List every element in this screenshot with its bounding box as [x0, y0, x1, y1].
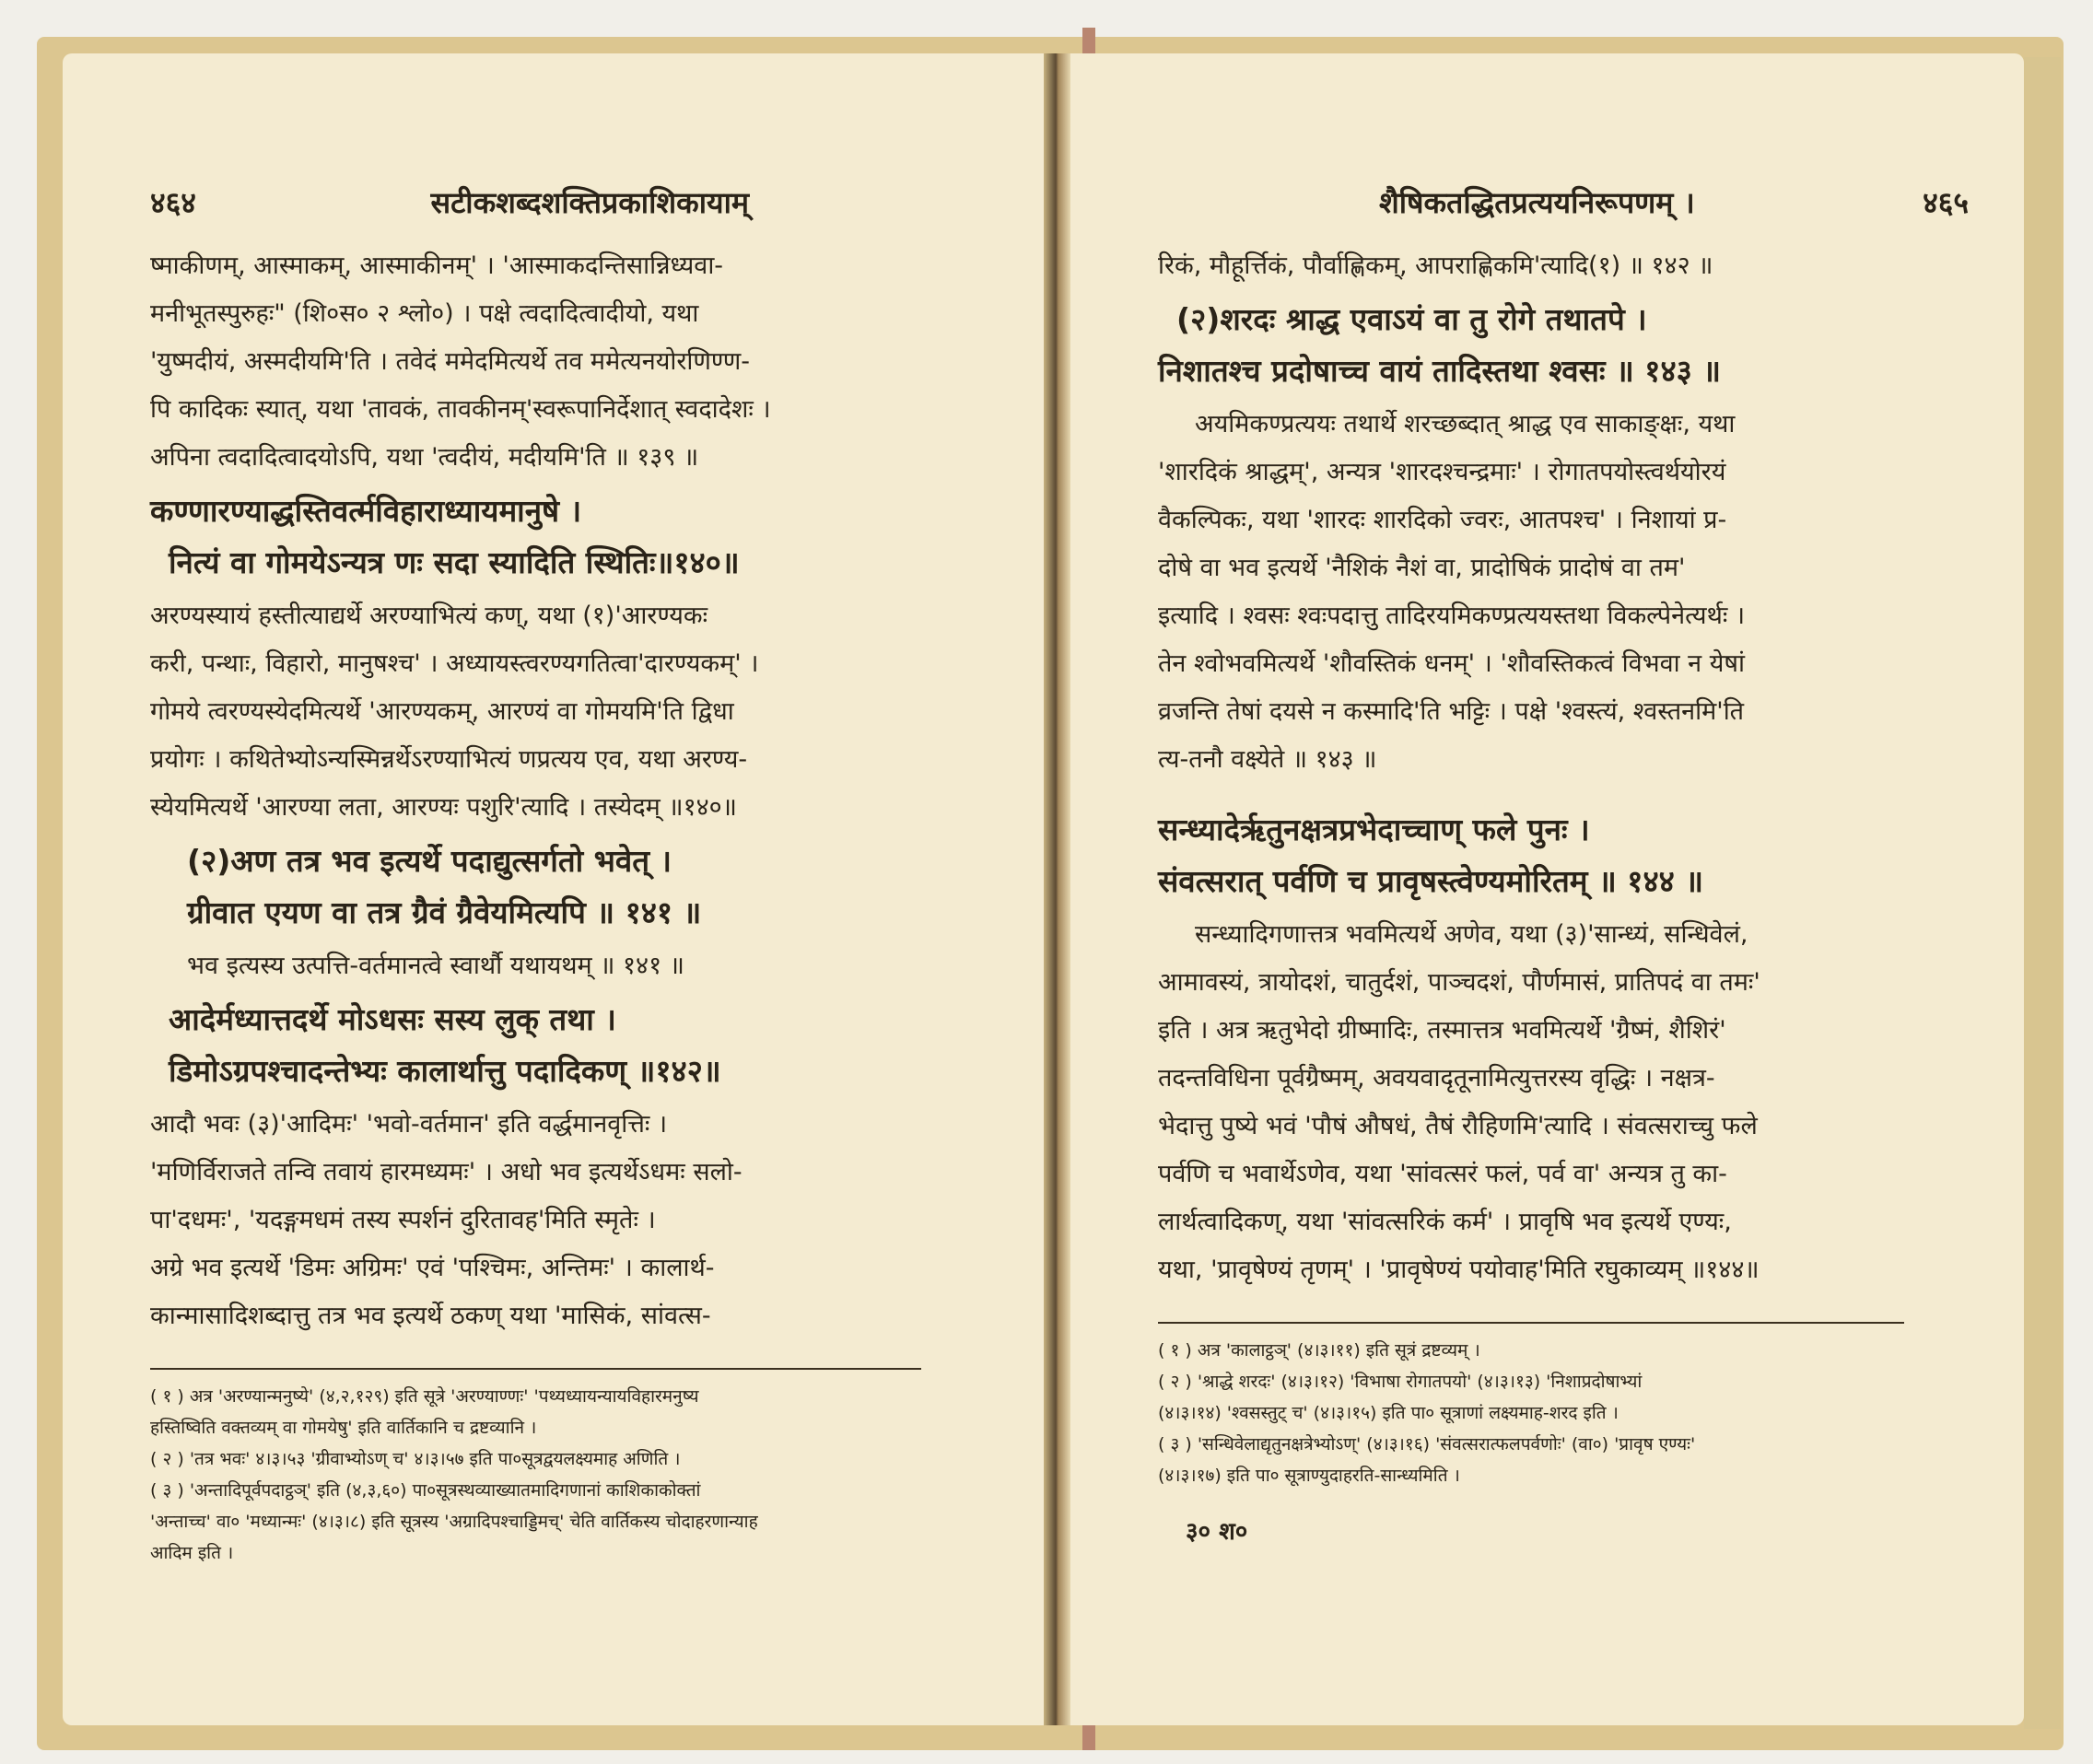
- running-title: शैषिकतद्धितप्रत्ययनिरूपणम् ।: [1379, 185, 1695, 220]
- text-line: वैकल्पिकः, यथा 'शारदः शारदिको ज्वरः, आतपश्च' । निशायां प्र-: [1158, 506, 1727, 534]
- footnote-line: (४।३।१७) इति पा० सूत्राण्युदाहरति-सान्ध्यमिति ।: [1158, 1466, 1460, 1486]
- body-text: [150, 944, 988, 988]
- verse-142: [150, 994, 988, 1097]
- text-line: करी, पन्थाः, विहारो, मानुषश्च' । अध्यायस्त्वरण्यगतित्वा'दारण्यकम्' ।: [150, 649, 759, 678]
- body-text: [150, 244, 988, 480]
- footnote-divider: [150, 1368, 921, 1370]
- verse-line: नित्यं वा गोमयेऽन्यत्र णः सदा स्यादिति स्थितिः॥१४०॥: [169, 544, 740, 580]
- body-text: [1158, 244, 1969, 288]
- footnote-line: ( १ ) अत्र 'अरण्यान्मनुष्ये' (४,२,१२९) इति सूत्रे 'अरण्याण्णः' 'पथ्यध्यायन्यायविहारमनुष्य: [150, 1386, 699, 1407]
- text-line: प्रयोगः । कथितेभ्योऽन्यस्मिन्नर्थेऽरण्याभित्यं णप्रत्यय एव, यथा अरण्य-: [150, 745, 748, 774]
- footnote-line: 'अन्ताच्च' वा० 'मध्यान्मः' (४।३।८) इति सूत्रस्य 'अग्रादिपश्चाड्डिमच्' चेति वार्तिकस्य चोदाहरणान्याह: [150, 1512, 758, 1532]
- text-line: इत्यादि । श्वसः श्वःपदात्तु तादिरयमिकण्प्रत्ययस्तथा विकल्पेनेत्यर्थः ।: [1158, 602, 1746, 630]
- text-line: रिकं, मौहूर्त्तिकं, पौर्वाह्णिकम्, आपराह्णिकमि'त्यादि(१) ॥ १४२ ॥: [1158, 251, 1713, 280]
- footnotes: [1158, 1335, 1969, 1491]
- text-line: सन्ध्यादिगणात्तत्र भवमित्यर्थे अणेव, यथा (३)'सान्ध्यं, सन्धिवेलं,: [1195, 920, 1748, 949]
- left-page: [63, 53, 1044, 1725]
- verse-144: [1158, 804, 1969, 907]
- verse-line: निशातश्च प्रदोषाच्च वायं तादिस्तथा श्वसः ॥ १४३ ॥: [1158, 353, 1722, 389]
- text-line: अग्रे भव इत्यर्थे 'डिमः अग्रिमः' एवं 'पश्चिमः, अन्तिमः' । कालार्थ-: [150, 1254, 715, 1282]
- body-text: [1158, 403, 1969, 782]
- text-line: अयमिकण्प्रत्ययः तथार्थे शरच्छब्दात् श्राद्ध एव साकाङ्क्षः, यथा: [1195, 410, 1736, 438]
- footnote-line: ( १ ) अत्र 'कालाट्ठञ्' (४।३।११) इति सूत्रं द्रष्टव्यम् ।: [1158, 1340, 1480, 1361]
- text-line: तदन्तविधिना पूर्वग्रैष्मम्, अवयवादृतूनामित्युत्तरस्य वृद्धिः । नक्षत्र-: [1158, 1064, 1715, 1092]
- verse-line: संवत्सरात् पर्वणि च प्रावृषस्त्वेण्यमोरितम् ॥ १४४ ॥: [1158, 863, 1704, 899]
- body-text: [1158, 913, 1969, 1292]
- right-running-head: [1158, 182, 1969, 222]
- book-edge: [2024, 57, 2061, 1729]
- text-line: पा'दधमः', 'यदङ्गमधमं तस्य स्पर्शनं दुरितावह'मिति स्मृतेः ।: [150, 1206, 656, 1234]
- book-gutter: [1044, 53, 1070, 1725]
- text-line: अपिना त्वदादित्वादयोऽपि, यथा 'त्वदीयं, मदीयमि'ति ॥ १३९ ॥: [150, 443, 699, 472]
- verse-line: ग्रीवात एयण वा तत्र ग्रैवं ग्रैवेयमित्यपि ॥ १४१ ॥: [187, 894, 702, 930]
- running-title: सटीकशब्दशक्तिप्रकाशिकायाम्: [430, 185, 749, 220]
- text-line: आमावस्यं, त्रायोदशं, चातुर्दशं, पाञ्चदशं, पौर्णमासं, प्रातिपदं वा तमः': [1158, 968, 1760, 997]
- page-number: ४६४: [150, 185, 196, 220]
- left-running-head: [150, 182, 988, 222]
- footnote-line: हस्तिष्विति वक्तव्यम् वा गोमयेषु' इति वार्तिकानि च द्रष्टव्यानि ।: [150, 1418, 537, 1438]
- body-text: [150, 594, 988, 830]
- text-line: गोमये त्वरण्यस्येदमित्यर्थे 'आरण्यकम्, आरण्यं वा गोमयमि'ति द्विधा: [150, 697, 734, 726]
- text-line: व्रजन्ति तेषां दयसे न कस्मादि'ति भट्टिः । पक्षे 'श्वस्त्यं, श्वस्तनमि'ति: [1158, 697, 1745, 726]
- text-line: आदौ भवः (३)'आदिमः' 'भवो-वर्तमान' इति वर्द्धमानवृत्तिः ।: [150, 1110, 668, 1139]
- verse-line: डिमोऽग्रपश्चादन्तेभ्यः कालार्थात्तु पदादिकण् ॥१४२॥: [169, 1053, 721, 1089]
- text-line: भेदात्तु पुष्ये भवं 'पौषं औषधं, तैषं रौहिणमि'त्यादि । संवत्सराच्चु फले: [1158, 1112, 1758, 1140]
- footnote-divider: [1158, 1322, 1904, 1324]
- footnote-line: ( ३ ) 'सन्धिवेलाद्यृतुनक्षत्रेभ्योऽण्' (४।३।१६) 'संवत्सरात्फलपर्वणोः' (वा०) 'प्रावृष एण्यः': [1158, 1434, 1696, 1454]
- text-line: 'शारदिकं श्राद्धम्', अन्यत्र 'शारदश्चन्द्रमाः' । रोगातपयोस्त्वर्थयोरयं: [1158, 458, 1726, 486]
- text-line: पर्वणि च भवार्थेऽणेव, यथा 'सांवत्सरं फलं, पर्व वा' अन्यत्र तु का-: [1158, 1160, 1727, 1188]
- verse-line: (२)अण तत्र भव इत्यर्थे पदाद्युत्सर्गतो भवेत् ।: [187, 843, 672, 879]
- verse-line: सन्ध्यादेर्ऋतुनक्षत्रप्रभेदाच्चाण् फले पुनः ।: [1158, 812, 1590, 847]
- footnote-line: (४।३।१४) 'श्वसस्तुट् च' (४।३।१५) इति पा० सूत्राणां लक्ष्यमाह-शरद इति ।: [1158, 1403, 1619, 1423]
- text-line: ष्माकीणम्, आस्माकम्, आस्माकीनम्' । 'आस्माकदन्तिसान्निध्यवा-: [150, 251, 724, 280]
- text-line: कान्मासादिशब्दात्तु तत्र भव इत्यर्थे ठकण् यथा 'मासिकं, सांवत्स-: [150, 1302, 711, 1330]
- text-line: स्येयमित्यर्थे 'आरण्या लता, आरण्यः पशुरि'त्यादि । तस्येदम् ॥१४०॥: [150, 793, 737, 822]
- text-line: पि कादिकः स्यात्, यथा 'तावकं, तावकीनम्'स्वरूपानिर्देशात् स्वदादेशः ।: [150, 395, 771, 424]
- footnote-line: आदिम इति ।: [150, 1543, 234, 1563]
- text-line: त्य-तनौ वक्ष्येते ॥ १४३ ॥: [1158, 745, 1377, 774]
- verse-143: [1158, 294, 1969, 397]
- right-page: [1070, 53, 2024, 1725]
- text-line: दोषे वा भव इत्यर्थे 'नैशिकं नैशं वा, प्रादोषिकं प्रादोषं वा तम': [1158, 554, 1686, 582]
- text-line: मनीभूतस्पुरुहः" (शि०स० २ श्लो०) । पक्षे त्वदादित्वादीयो, यथा: [150, 299, 699, 328]
- text-line: अरण्यस्यायं हस्तीत्याद्यर्थे अरण्याभित्यं कण्, यथा (१)'आरण्यकः: [150, 602, 708, 630]
- body-text: [150, 1103, 988, 1338]
- signature-mark: ३० श०: [1186, 1518, 1248, 1546]
- page-number: ४६५: [1923, 185, 1969, 220]
- verse-140: [150, 485, 988, 589]
- text-line: लार्थत्वादिकण्, यथा 'सांवत्सरिकं कर्म' । प्रावृषि भव इत्यर्थे एण्यः,: [1158, 1208, 1732, 1236]
- verse-line: कण्णारण्याद्धस्तिवर्त्मविहाराध्यायमानुषे ।: [150, 493, 582, 529]
- text-line: 'मणिर्विराजते तन्वि तवायं हारमध्यमः' । अधो भव इत्यर्थेऽधमः सलो-: [150, 1158, 742, 1186]
- text-line: भव इत्यस्य उत्पत्ति-वर्तमानत्वे स्वार्थौ यथायथम् ॥ १४१ ॥: [187, 952, 684, 980]
- footnotes: [150, 1381, 988, 1569]
- footnote-line: ( २ ) 'तत्र भवः' ४।३।५३ 'ग्रीवाभ्योऽण् च' ४।३।५७ इति पा०सूत्रद्वयलक्ष्यमाह अणिति ।: [150, 1449, 681, 1469]
- text-line: 'युष्मदीयं, अस्मदीयमि'ति । तवेदं ममेदमित्यर्थे तव ममेत्यनयोरणिण्ण-: [150, 347, 750, 376]
- verse-141: [150, 835, 988, 939]
- footnote-line: ( २ ) 'श्राद्धे शरदः' (४।३।१२) 'विभाषा रोगातपयो' (४।३।१३) 'निशाप्रदोषाभ्यां: [1158, 1372, 1643, 1392]
- footnote-line: ( ३ ) 'अन्तादिपूर्वपदाट्ठञ्' इति (४,३,६०) पा०सूत्रस्थव्याख्यातमादिगणानां काशिकाकोक्तां: [150, 1480, 701, 1501]
- verse-line: आदेर्मध्यात्तदर्थे मोऽधसः सस्य लुक् तथा ।: [169, 1001, 616, 1037]
- text-line: तेन श्वोभवमित्यर्थे 'शौवस्तिकं धनम्' । 'शौवस्तिकत्वं विभवा न येषां: [1158, 649, 1746, 678]
- verse-line: (२)शरदः श्राद्ध एवाऽयं वा तु रोगे तथातपे ।: [1176, 301, 1647, 337]
- text-line: यथा, 'प्रावृषेण्यं तृणम्' । 'प्रावृषेण्यं पयोवाह'मिति रघुकाव्यम् ॥१४४॥: [1158, 1256, 1760, 1284]
- text-line: इति । अत्र ऋतुभेदो ग्रीष्मादिः, तस्मात्तत्र भवमित्यर्थे 'ग्रैष्मं, शैशिरं': [1158, 1016, 1726, 1045]
